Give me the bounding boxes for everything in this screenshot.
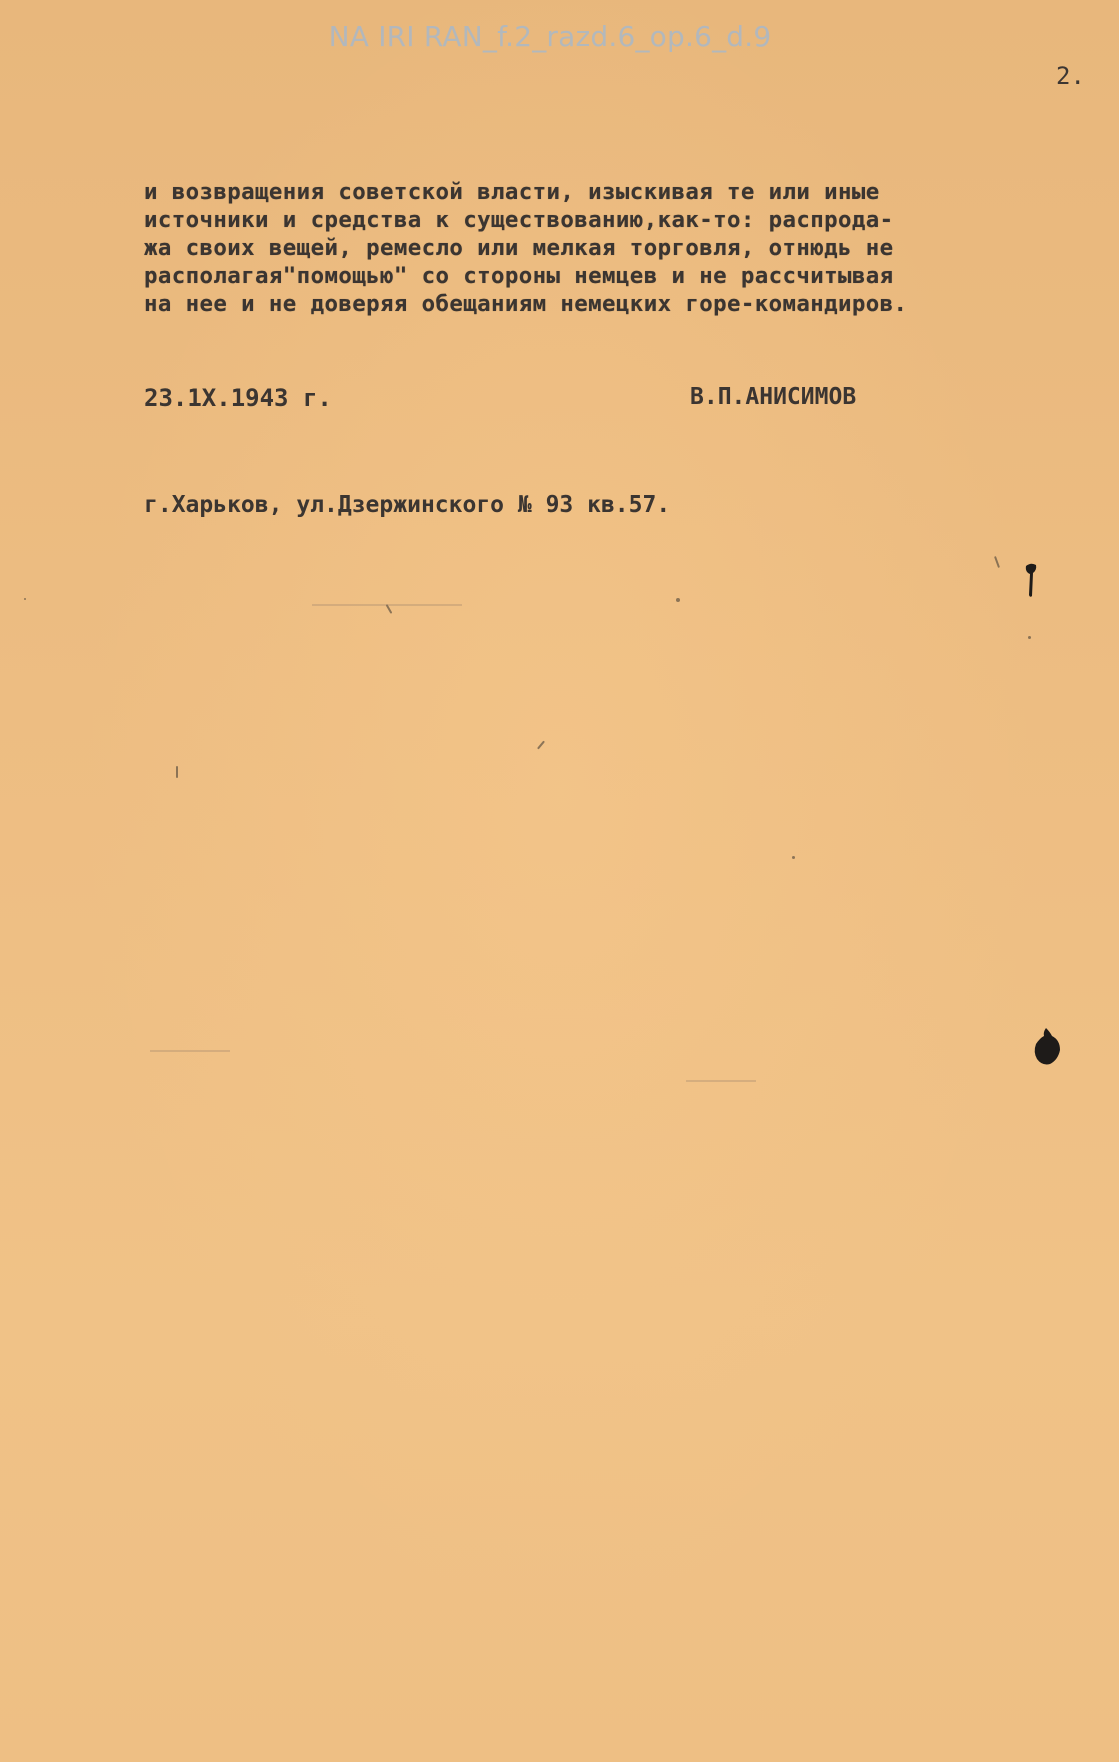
page-number: 2. — [1056, 62, 1085, 90]
ink-blot-mark — [1032, 1026, 1062, 1066]
paper-speck — [24, 598, 26, 600]
paper-speck — [792, 856, 795, 859]
paper-speck — [676, 598, 680, 602]
document-date: 23.1X.1943 г. — [144, 384, 332, 412]
paper-speck — [176, 766, 178, 778]
signatory-name: В.П.АНИСИМОВ — [690, 384, 857, 410]
signatory-address: г.Харьков, ул.Дзержинского № 93 кв.57. — [144, 492, 671, 518]
paper-stain — [312, 604, 462, 606]
body-line: источники и средства к существованию,как-то: распрода- — [144, 207, 894, 233]
ink-blot-mark — [1024, 562, 1038, 598]
paper-stain — [150, 1050, 230, 1052]
body-line: на нее и не доверяя обещаниям немецких горе-командиров. — [144, 291, 908, 317]
paper-speck — [994, 556, 1000, 568]
body-line: располагая"помощью" со стороны немцев и не рассчитывая — [144, 263, 894, 289]
body-paragraph — [144, 178, 1084, 318]
body-line: жа своих вещей, ремесло или мелкая торговля, отнюдь не — [144, 235, 894, 261]
body-line: и возвращения советской власти, изыскивая те или иные — [144, 179, 880, 205]
paper-speck — [537, 741, 545, 750]
archive-watermark: NA IRI RAN_f.2_razd.6_op.6_d.9 — [328, 20, 772, 53]
paper-stain — [686, 1080, 756, 1082]
paper-speck — [1028, 636, 1031, 639]
